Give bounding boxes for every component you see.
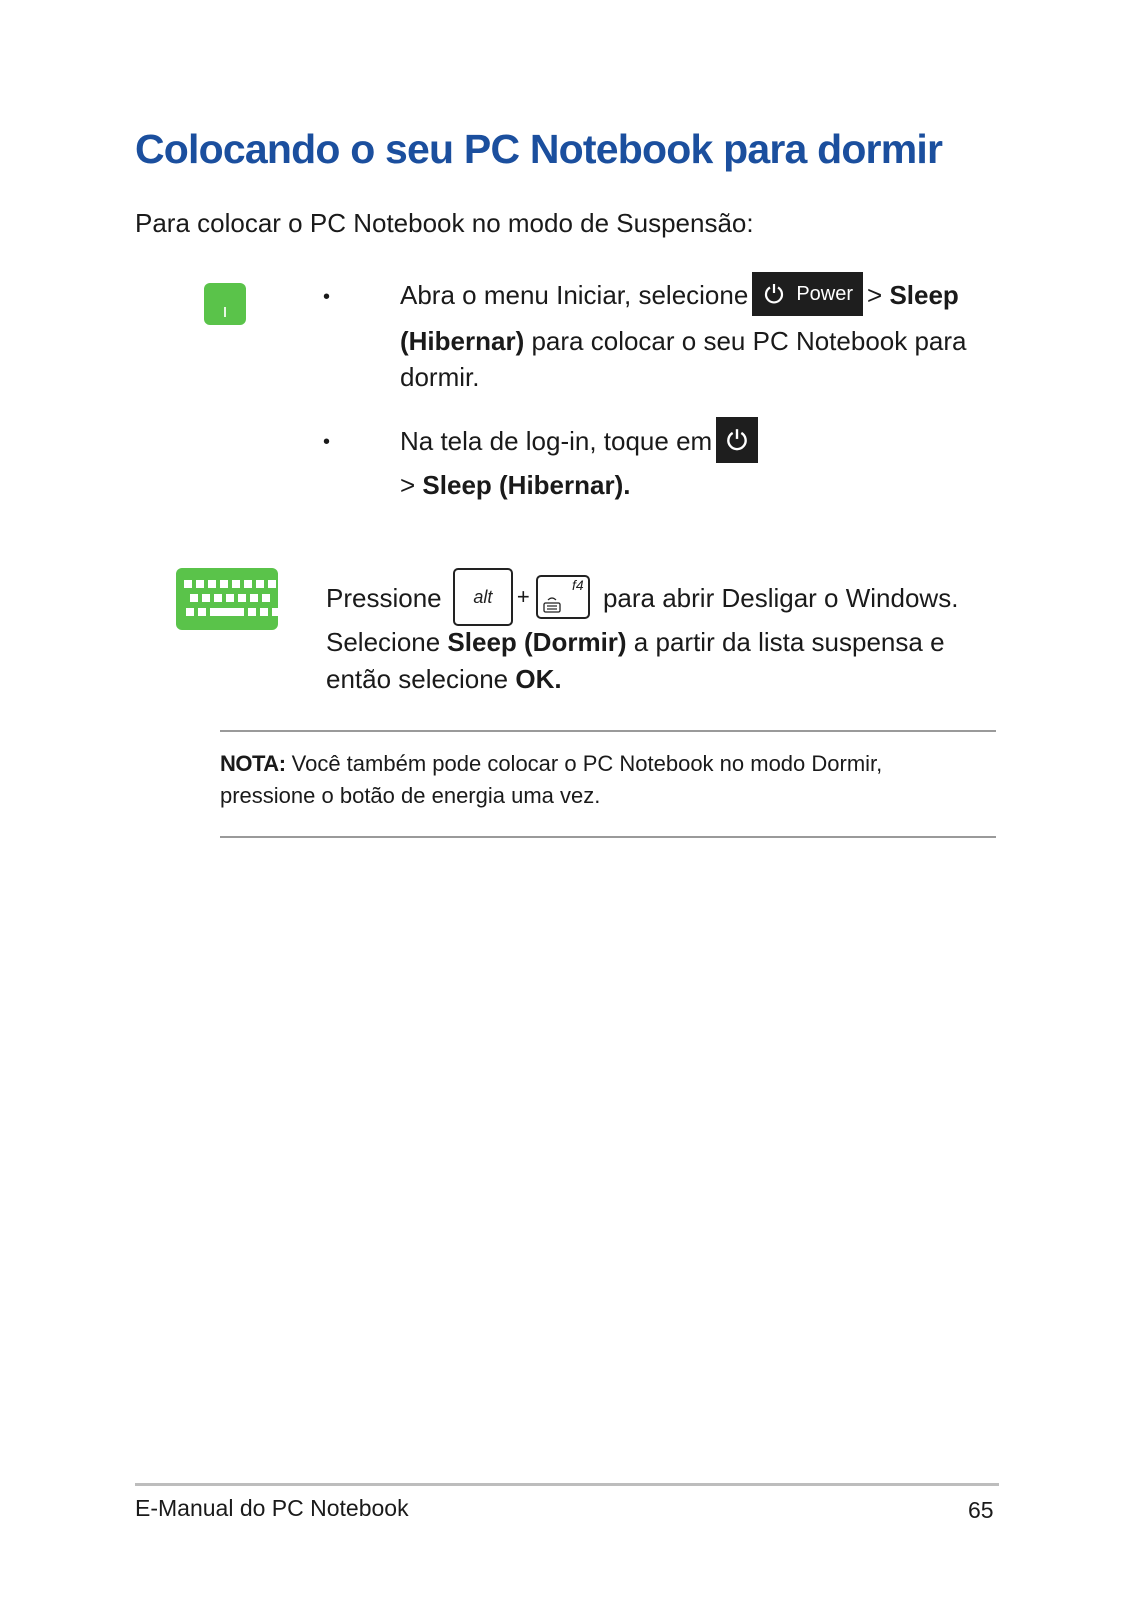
touch-item-2 — [400, 420, 758, 466]
keyboard-line-3 — [326, 661, 562, 697]
keyboard-line-2-after: a partir da lista suspensa e — [626, 627, 945, 657]
keyboard-line-2 — [326, 624, 945, 660]
sleep-hibernar-label: Sleep (Hibernar). — [422, 470, 631, 500]
touch-item-1-cont: para colocar o seu PC Notebook para — [524, 326, 967, 356]
touch-item-1-line3: dormir. — [400, 362, 480, 392]
airplane-keyboard-icon — [542, 594, 562, 614]
power-button — [752, 272, 863, 316]
touch-screen-icon — [204, 283, 246, 325]
keyboard-text-after: para abrir Desligar o Windows. — [602, 582, 959, 613]
select-text: Selecione — [326, 627, 448, 657]
footer-divider — [135, 1483, 999, 1486]
note-line-1 — [220, 748, 882, 780]
page-number: 65 — [968, 1497, 994, 1523]
note-text-1: Você também pode colocar o PC Notebook no modo Dormir, — [285, 751, 883, 776]
then-select-text: então selecione — [326, 664, 516, 694]
sleep-dormir-label: Sleep (Dormir) — [447, 627, 627, 657]
f4-key-label: f4 — [572, 577, 584, 593]
page-title: Colocando o seu PC Notebook para dormir — [135, 126, 943, 172]
ok-label: OK. — [515, 664, 562, 694]
note-box — [220, 748, 882, 812]
keyboard-icon — [176, 568, 278, 630]
note-line-2: pressione o botão de energia uma vez. — [220, 783, 601, 808]
hibernar-label: (Hibernar) — [400, 326, 525, 356]
touch-item-1-line2 — [400, 323, 967, 359]
intro-text: Para colocar o PC Notebook no modo de Suspensão: — [135, 208, 754, 238]
touch-item-2-line2 — [400, 467, 630, 503]
note-top-divider — [220, 730, 996, 732]
touch-item-1-text: Abra o menu Iniciar, selecione — [400, 279, 749, 310]
sleep-label: Sleep — [889, 279, 959, 310]
footer-manual-title: E-Manual do PC Notebook — [135, 1495, 409, 1521]
bullet: • — [323, 431, 331, 453]
keyboard-line-1 — [326, 571, 958, 629]
gt-symbol: > — [867, 279, 883, 310]
alt-key: alt — [453, 568, 513, 626]
power-icon — [716, 417, 758, 463]
power-button-label: Power — [796, 283, 854, 305]
power-icon — [762, 282, 786, 306]
note-label: NOTA: — [220, 751, 286, 776]
f4-key — [536, 575, 590, 619]
touch-item-2-text: Na tela de log-in, toque em — [400, 425, 713, 456]
bullet: • — [323, 286, 331, 308]
touch-item-1 — [400, 275, 959, 319]
note-bottom-divider — [220, 836, 996, 838]
gt-symbol: > — [400, 470, 416, 500]
plus-symbol: + — [516, 584, 530, 609]
press-text: Pressione — [326, 582, 442, 613]
